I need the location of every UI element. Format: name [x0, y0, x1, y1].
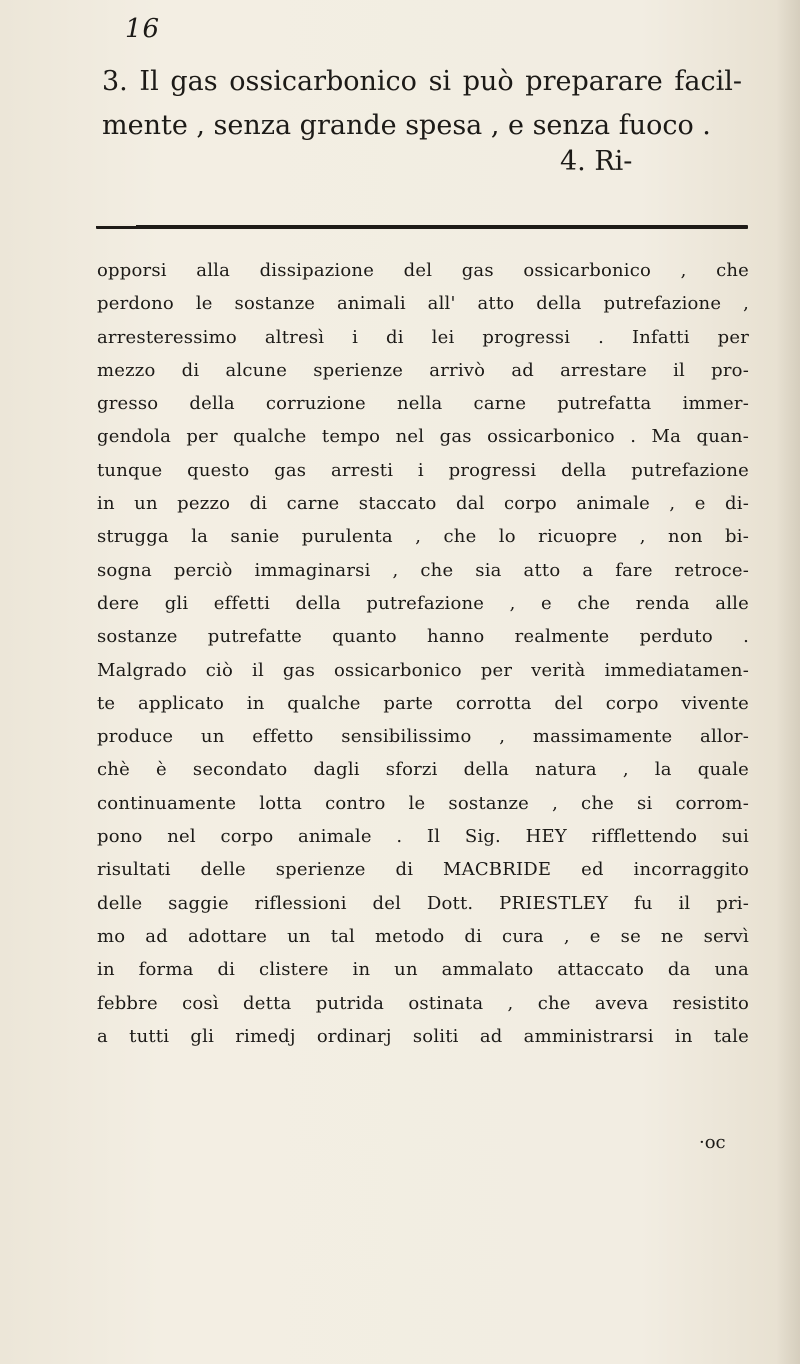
- rule-break: [96, 224, 136, 226]
- body-line: te applicato in qualche parte corrotta del corpo vivente: [97, 692, 749, 714]
- body-line: continuamente lotta contro le sostanze , che si corrom-: [97, 792, 749, 814]
- page-number: 16: [125, 14, 161, 44]
- body-line: Malgrado ciò il gas ossicarbonico per verità immediatamen-: [97, 659, 749, 681]
- body-line: strugga la sanie purulenta , che lo ricuopre , non bi-: [97, 526, 749, 548]
- separator-rule: [96, 225, 748, 229]
- body-line: produce un effetto sensibilissimo , massimamente allor-: [97, 726, 749, 748]
- body-line: in forma di clistere in un ammalato attaccato da una: [97, 959, 749, 981]
- body-line: opporsi alla dissipazione del gas ossicarbonico , che: [97, 260, 749, 281]
- body-line: in un pezzo di carne staccato dal corpo animale , e di-: [97, 493, 749, 515]
- body-line: a tutti gli rimedj ordinarj soliti ad amministrarsi in tale: [97, 1025, 749, 1047]
- body-line: febbre così detta putrida ostinata , che aveva resistito: [97, 992, 749, 1014]
- body-line: arresteressimo altresì i di lei progressi . Infatti per: [97, 326, 749, 348]
- body-line: dere gli effetti della putrefazione , e che renda alle: [97, 592, 749, 614]
- body-line: sostanze putrefatte quanto hanno realmente perduto .: [97, 626, 749, 648]
- page-edge-shadow: [776, 0, 800, 1364]
- body-line: tunque questo gas arresti i progressi della putrefazione: [97, 459, 749, 481]
- body-line: perdono le sostanze animali all' atto della putrefazione ,: [97, 293, 749, 315]
- body-line: mo ad adottare un tal metodo di cura , e se ne servì: [97, 925, 749, 947]
- item-3-line-1: 3. Il gas ossicarbonico si può preparare facil-: [102, 66, 742, 97]
- body-line: gendola per qualche tempo nel gas ossicarbonico . Ma quan-: [97, 426, 749, 448]
- body-line: mezzo di alcune sperienze arrivò ad arrestare il pro-: [97, 359, 749, 381]
- body-line: chè è secondato dagli sforzi della natura , la quale: [97, 759, 749, 781]
- body-line: sogna perciò immaginarsi , che sia atto a fare retroce-: [97, 559, 749, 581]
- body-line: risultati delle sperienze di MACBRIDE ed incorraggito: [97, 859, 749, 881]
- item-3-paragraph: [102, 60, 742, 148]
- body-line: gresso della corruzione nella carne putrefatta immer-: [97, 393, 749, 415]
- item-3-line-2: mente , senza grande spesa , e senza fuoco .: [102, 110, 711, 141]
- catchword-bottom: ·oc: [699, 1132, 726, 1153]
- body-line: pono nel corpo animale . Il Sig. HEY rifflettendo sui: [97, 826, 749, 848]
- body-line: delle saggie riflessioni del Dott. PRIESTLEY fu il pri-: [97, 892, 749, 914]
- body-text: [97, 254, 749, 1053]
- catchword-top: 4. Ri-: [560, 146, 633, 177]
